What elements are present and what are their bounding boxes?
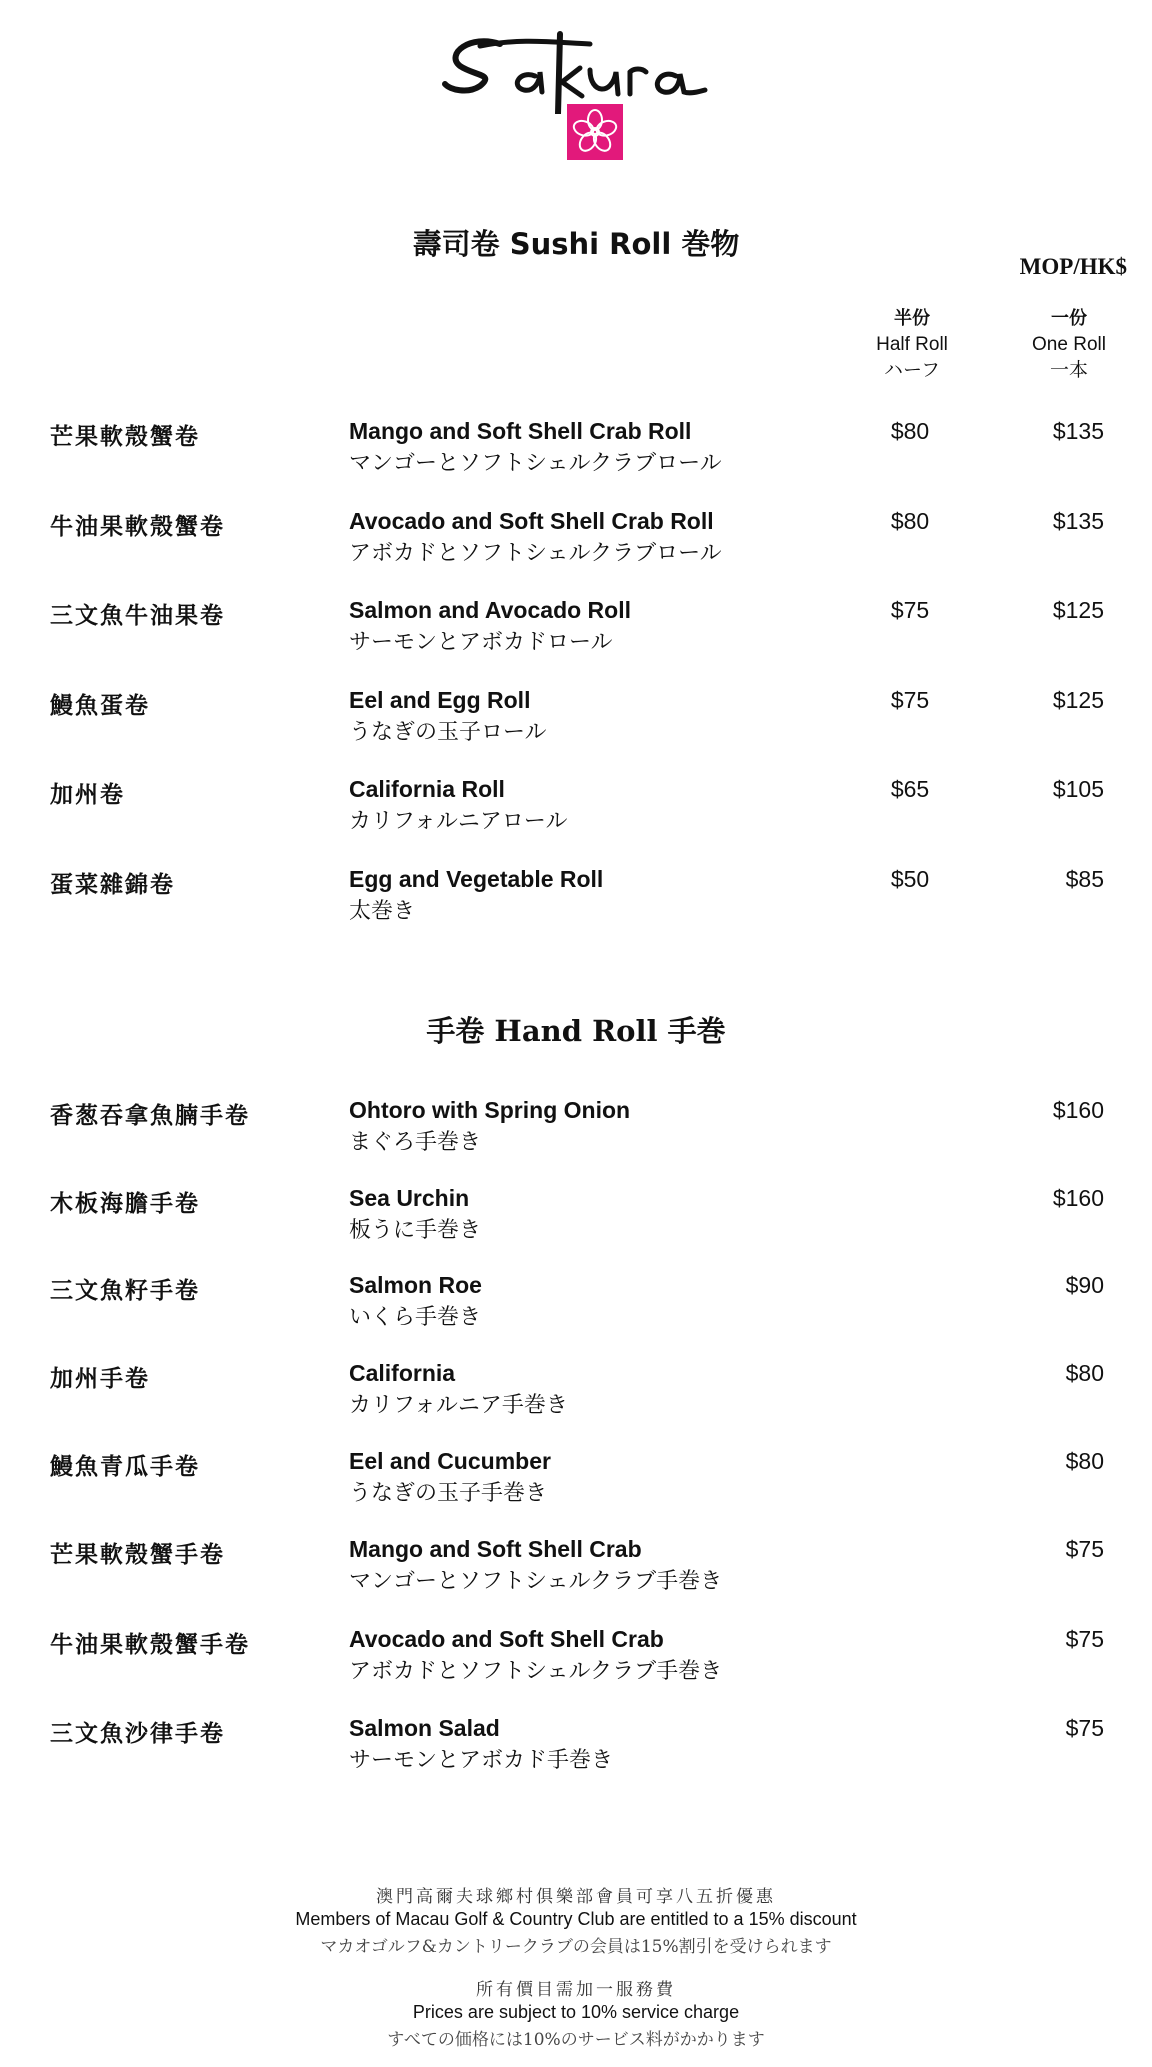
- half-roll-column-header: [842, 306, 982, 384]
- hand-roll-item: [0, 1626, 1152, 1686]
- sushi-roll-item: [0, 418, 1152, 478]
- sakura-logo: [440, 24, 710, 174]
- one-roll-column-header: [999, 306, 1139, 384]
- item-name-zh: 香葱吞拿魚腩手卷: [50, 1102, 250, 1129]
- one-roll-header-jp: 一本: [1049, 360, 1088, 381]
- item-name-jp: アボカドとソフトシェルクラブ手巻き: [349, 1659, 723, 1684]
- item-name-jp: サーモンとアボカドロール: [349, 630, 613, 655]
- item-name-jp: サーモンとアボカド手巻き: [349, 1748, 614, 1773]
- item-name-jp: アボカドとソフトシェルクラブロール: [349, 541, 722, 566]
- discount-note-jp: マカオゴルフ&カントリークラブの会員は15%割引を受けられます: [320, 1937, 832, 1957]
- item-name-en: Eel and Egg Roll: [349, 687, 531, 713]
- item-name-en: Egg and Vegetable Roll: [349, 866, 604, 892]
- hand-roll-price: $75: [1065, 1715, 1104, 1741]
- half-roll-header-en: Half Roll: [876, 334, 948, 355]
- half-roll-price: $80: [890, 418, 930, 444]
- hand-roll-item: [0, 1715, 1152, 1775]
- one-roll-price: $85: [1065, 866, 1104, 892]
- hand-roll-price: $80: [1065, 1360, 1104, 1386]
- one-roll-header-en: One Roll: [1032, 334, 1106, 355]
- item-name-jp: うなぎの玉子手巻き: [349, 1481, 548, 1506]
- one-roll-price: $125: [1052, 687, 1104, 713]
- item-name-en: Salmon Roe: [349, 1272, 482, 1298]
- item-name-jp: 板うに手巻き: [349, 1218, 482, 1243]
- item-name-zh: 鰻魚蛋卷: [50, 692, 150, 719]
- item-name-zh: 牛油果軟殼蟹手卷: [50, 1631, 250, 1658]
- hand-roll-price: $160: [1052, 1097, 1104, 1123]
- half-roll-price: $80: [890, 508, 930, 534]
- sushi-roll-section-title: 壽司卷 Sushi Roll 巻物: [412, 227, 740, 261]
- hand-roll-item: [0, 1360, 1152, 1420]
- item-name-en: Mango and Soft Shell Crab Roll: [349, 418, 692, 444]
- item-name-jp: いくら手巻き: [349, 1305, 482, 1330]
- sakura-logo-wordmark: [440, 24, 710, 114]
- hand-roll-price: $160: [1052, 1185, 1104, 1211]
- item-name-en: Ohtoro with Spring Onion: [349, 1097, 631, 1123]
- item-name-zh: 芒果軟殼蟹卷: [50, 423, 200, 450]
- service-charge-note-zh: 所有價目需加一服務費: [476, 1980, 676, 2000]
- half-roll-header-jp: ハーフ: [883, 360, 941, 381]
- sushi-roll-item: [0, 776, 1152, 836]
- half-roll-price: $75: [890, 687, 930, 713]
- item-name-en: Avocado and Soft Shell Crab: [349, 1626, 664, 1652]
- hand-roll-price: $75: [1065, 1536, 1104, 1562]
- item-name-jp: カリフォルニア手巻き: [349, 1393, 568, 1418]
- half-roll-header-zh: 半份: [894, 308, 930, 329]
- sushi-roll-item: [0, 508, 1152, 568]
- item-name-zh: 鰻魚青瓜手卷: [50, 1453, 200, 1480]
- item-name-jp: 太巻き: [349, 899, 416, 924]
- item-name-jp: まぐろ手巻き: [349, 1130, 482, 1155]
- one-roll-price: $135: [1052, 508, 1104, 534]
- discount-note-zh: 澳門高爾夫球鄉村俱樂部會員可享八五折優惠: [376, 1887, 776, 1907]
- service-charge-note-jp: すべての価格には10%のサービス料がかかります: [387, 2030, 765, 2050]
- sushi-roll-item: [0, 866, 1152, 926]
- item-name-zh: 芒果軟殼蟹手卷: [50, 1541, 225, 1568]
- item-name-en: Sea Urchin: [349, 1185, 470, 1211]
- item-name-zh: 牛油果軟殼蟹卷: [50, 513, 225, 540]
- hand-roll-price: $75: [1065, 1626, 1104, 1652]
- item-name-en: California: [349, 1360, 456, 1386]
- service-charge-note-en: Prices are subject to 10% service charge: [412, 2002, 740, 2022]
- half-roll-price: $50: [890, 866, 930, 892]
- one-roll-header-zh: 一份: [1051, 308, 1087, 329]
- hand-roll-item: [0, 1536, 1152, 1596]
- item-name-en: Eel and Cucumber: [349, 1448, 551, 1474]
- item-name-jp: マンゴーとソフトシェルクラブ手巻き: [349, 1569, 723, 1594]
- item-name-zh: 蛋菜雜錦卷: [50, 871, 175, 898]
- item-name-zh: 加州手卷: [50, 1365, 150, 1392]
- currency-label: MOP/HK$: [1019, 254, 1127, 279]
- item-name-zh: 三文魚沙律手卷: [50, 1720, 225, 1747]
- hand-roll-price: $80: [1065, 1448, 1104, 1474]
- item-name-jp: カリフォルニアロール: [349, 809, 568, 834]
- sushi-roll-item: [0, 597, 1152, 657]
- hand-roll-item: [0, 1185, 1152, 1245]
- half-roll-price: $65: [890, 776, 930, 802]
- item-name-zh: 三文魚籽手卷: [50, 1277, 200, 1304]
- service-charge-note: [0, 1975, 1152, 2050]
- item-name-zh: 加州卷: [50, 781, 125, 808]
- item-name-zh: 木板海膽手卷: [50, 1190, 200, 1217]
- item-name-en: Salmon and Avocado Roll: [349, 597, 631, 623]
- half-roll-price: $75: [890, 597, 930, 623]
- item-name-jp: うなぎの玉子ロール: [349, 720, 547, 745]
- item-name-en: California Roll: [349, 776, 505, 802]
- item-name-zh: 三文魚牛油果卷: [50, 602, 225, 629]
- hand-roll-item: [0, 1097, 1152, 1157]
- discount-note-en: Members of Macau Golf & Country Club are entitled to a 15% discount: [295, 1909, 857, 1929]
- item-name-en: Avocado and Soft Shell Crab Roll: [349, 508, 714, 534]
- item-name-en: Mango and Soft Shell Crab: [349, 1536, 642, 1562]
- item-name-jp: マンゴーとソフトシェルクラブロール: [349, 451, 722, 476]
- sakura-blossom-icon: [567, 104, 623, 160]
- item-name-en: Salmon Salad: [349, 1715, 500, 1741]
- one-roll-price: $135: [1052, 418, 1104, 444]
- hand-roll-item: [0, 1448, 1152, 1508]
- discount-note: [0, 1882, 1152, 1957]
- one-roll-price: $125: [1052, 597, 1104, 623]
- hand-roll-section-title: 手卷 Hand Roll 手巻: [426, 1014, 726, 1048]
- hand-roll-price: $90: [1065, 1272, 1104, 1298]
- sushi-roll-item: [0, 687, 1152, 747]
- one-roll-price: $105: [1052, 776, 1104, 802]
- hand-roll-item: [0, 1272, 1152, 1332]
